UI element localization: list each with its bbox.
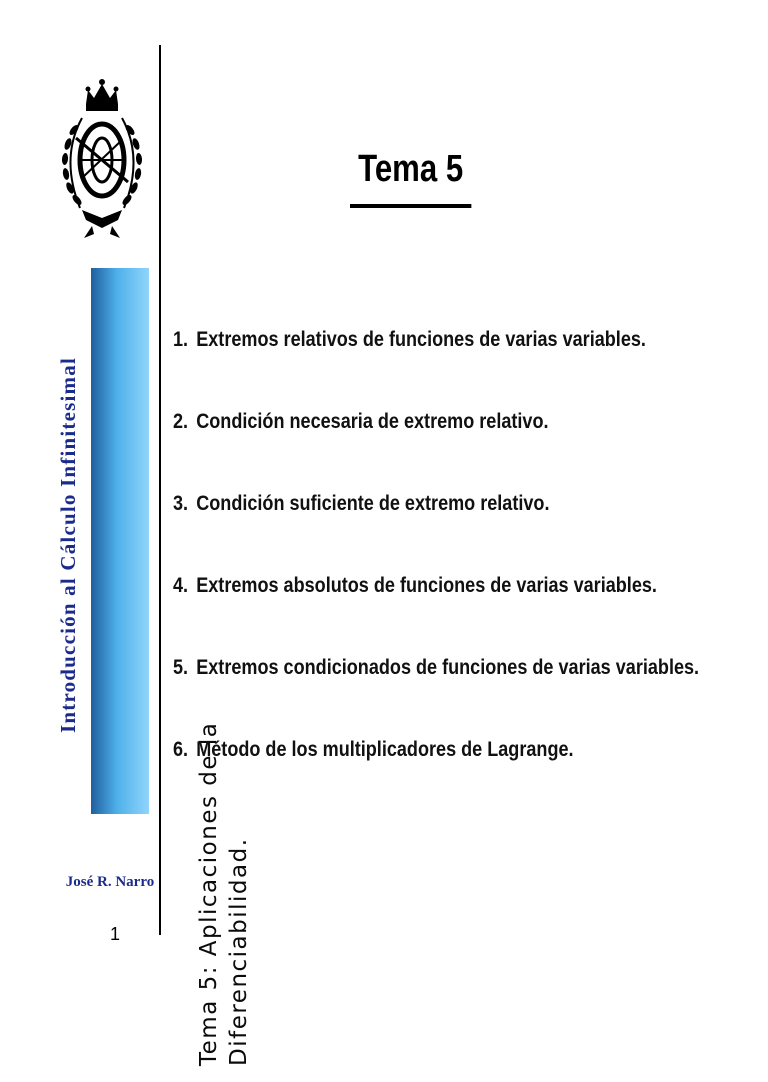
course-title: Introducción al Cálculo Infinitesimal <box>56 357 80 733</box>
subtitle-line-1: Tema 5: Aplicaciones de la <box>196 721 222 1066</box>
slide-title: Tema 5 <box>350 138 471 208</box>
topic-text: Extremos condicionados de funciones de varias variables. <box>196 656 700 679</box>
topic-number: 6. <box>173 738 189 761</box>
topic-number: 3. <box>173 492 189 515</box>
topic-number: 2. <box>173 410 189 433</box>
topic-item <box>173 492 549 516</box>
topic-number: 5. <box>173 656 189 679</box>
subtitle-line-2: Diferenciabilidad. <box>226 837 252 1066</box>
topic-item <box>173 328 646 352</box>
vertical-divider <box>159 45 161 935</box>
university-crest-icon <box>52 78 152 240</box>
topic-number: 1. <box>173 328 189 351</box>
topic-text: Condición necesaria de extremo relativo. <box>196 410 549 433</box>
author-name: José R. Narro <box>65 874 155 890</box>
page-number: 1 <box>109 924 120 944</box>
topic-item <box>173 738 574 762</box>
topic-text: Extremos absolutos de funciones de varias variables. <box>196 574 657 597</box>
topic-text: Método de los multiplicadores de Lagrange. <box>196 738 574 761</box>
topic-item <box>173 410 549 434</box>
topic-text: Extremos relativos de funciones de varias variables. <box>196 328 646 351</box>
topic-number: 4. <box>173 574 189 597</box>
topic-item <box>173 574 657 598</box>
topic-item <box>173 656 699 680</box>
topic-text: Condición suficiente de extremo relativo. <box>196 492 550 515</box>
